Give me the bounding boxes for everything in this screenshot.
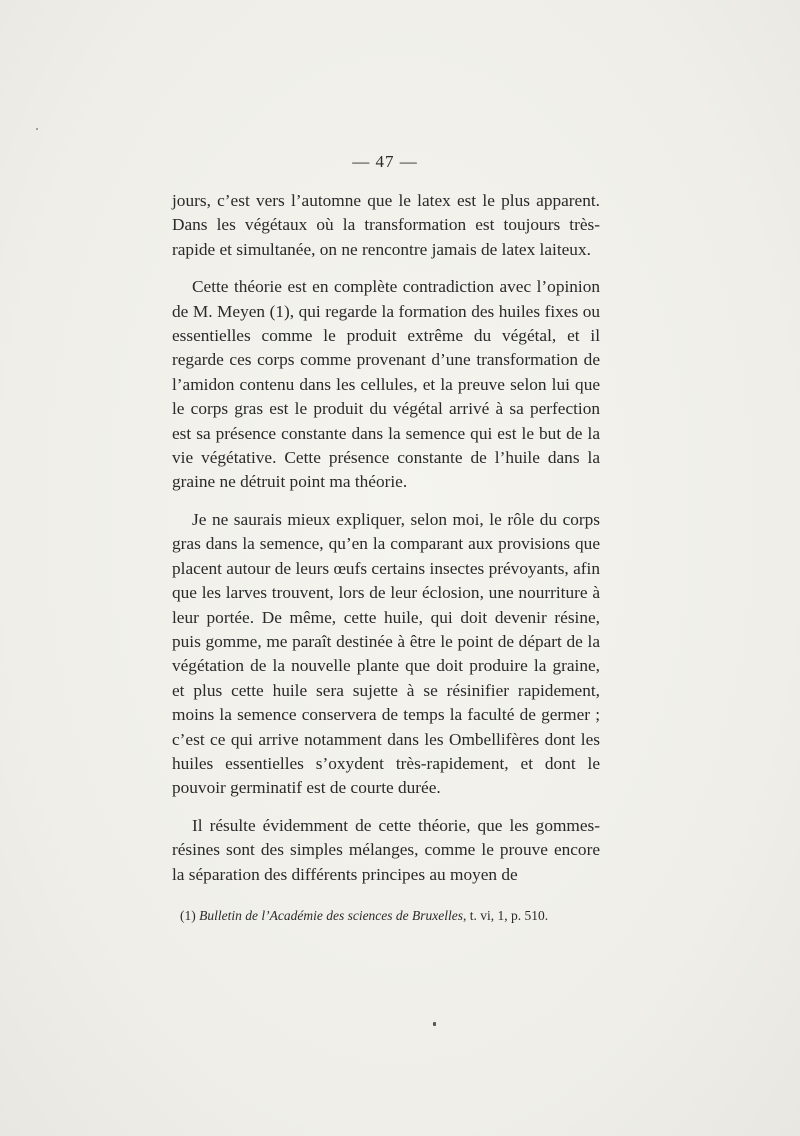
paragraph: Il résulte évidemment de cette théorie, que les gommes-résines sont des simples mélanges, comme le prouve encore la séparation des différents principes au moyen de <box>172 815 600 884</box>
ink-speck <box>36 128 38 130</box>
body-text <box>172 189 600 900</box>
footnote-reference: , t. vi, 1, p. 510. <box>463 908 549 923</box>
ink-speck <box>433 1022 436 1026</box>
paragraph: Cette théorie est en complète contradiction avec l’opinion de M. Meyen (1), qui regarde la formation des huiles fixes ou essentielles comme le produit extrême du végétal, et il regarde ces corps comme provenant d’une transformation de l’amidon contenu dans les cellules, et la preuve selon lui que le corps gras est le produit du végétal arrivé à sa perfection est sa présence constante dans la semence qui est le but de la vie végétative. Cette présence constante de l’huile dans la graine ne détruit point ma théorie. <box>172 277 600 492</box>
footnote-marker: (1) <box>180 908 196 923</box>
footnote <box>172 906 612 925</box>
page-number: — 47 — <box>352 152 418 171</box>
paragraph: Je ne saurais mieux expliquer, selon moi, le rôle du corps gras dans la semence, qu’en la comparant aux provisions que placent autour de leurs œufs certains insectes prévoyants, afin que les larves trouvent, lors de leur éclosion, une nourriture à leur portée. De même, cette huile, qui doit devenir résine, puis gomme, me paraît destinée à être le point de départ de la végétation de la nouvelle plante que doit produire la graine, et plus cette huile sera sujette à se résinifier rapidement, moins la semence conservera de temps la faculté de germer ; c’est ce qui arrive notamment dans les Ombellifères dont les huiles essentielles s’oxydent très-rapidement, et dont le pouvoir germinatif est de courte durée. <box>172 509 600 798</box>
footnote-title: Bulletin de l’Académie des sciences de Bruxelles <box>199 908 464 923</box>
paragraph: jours, c’est vers l’automne que le latex est le plus apparent. Dans les végétaux où la transformation est toujours très-rapide et simultanée, on ne rencontre jamais de latex laiteux. <box>172 191 600 259</box>
